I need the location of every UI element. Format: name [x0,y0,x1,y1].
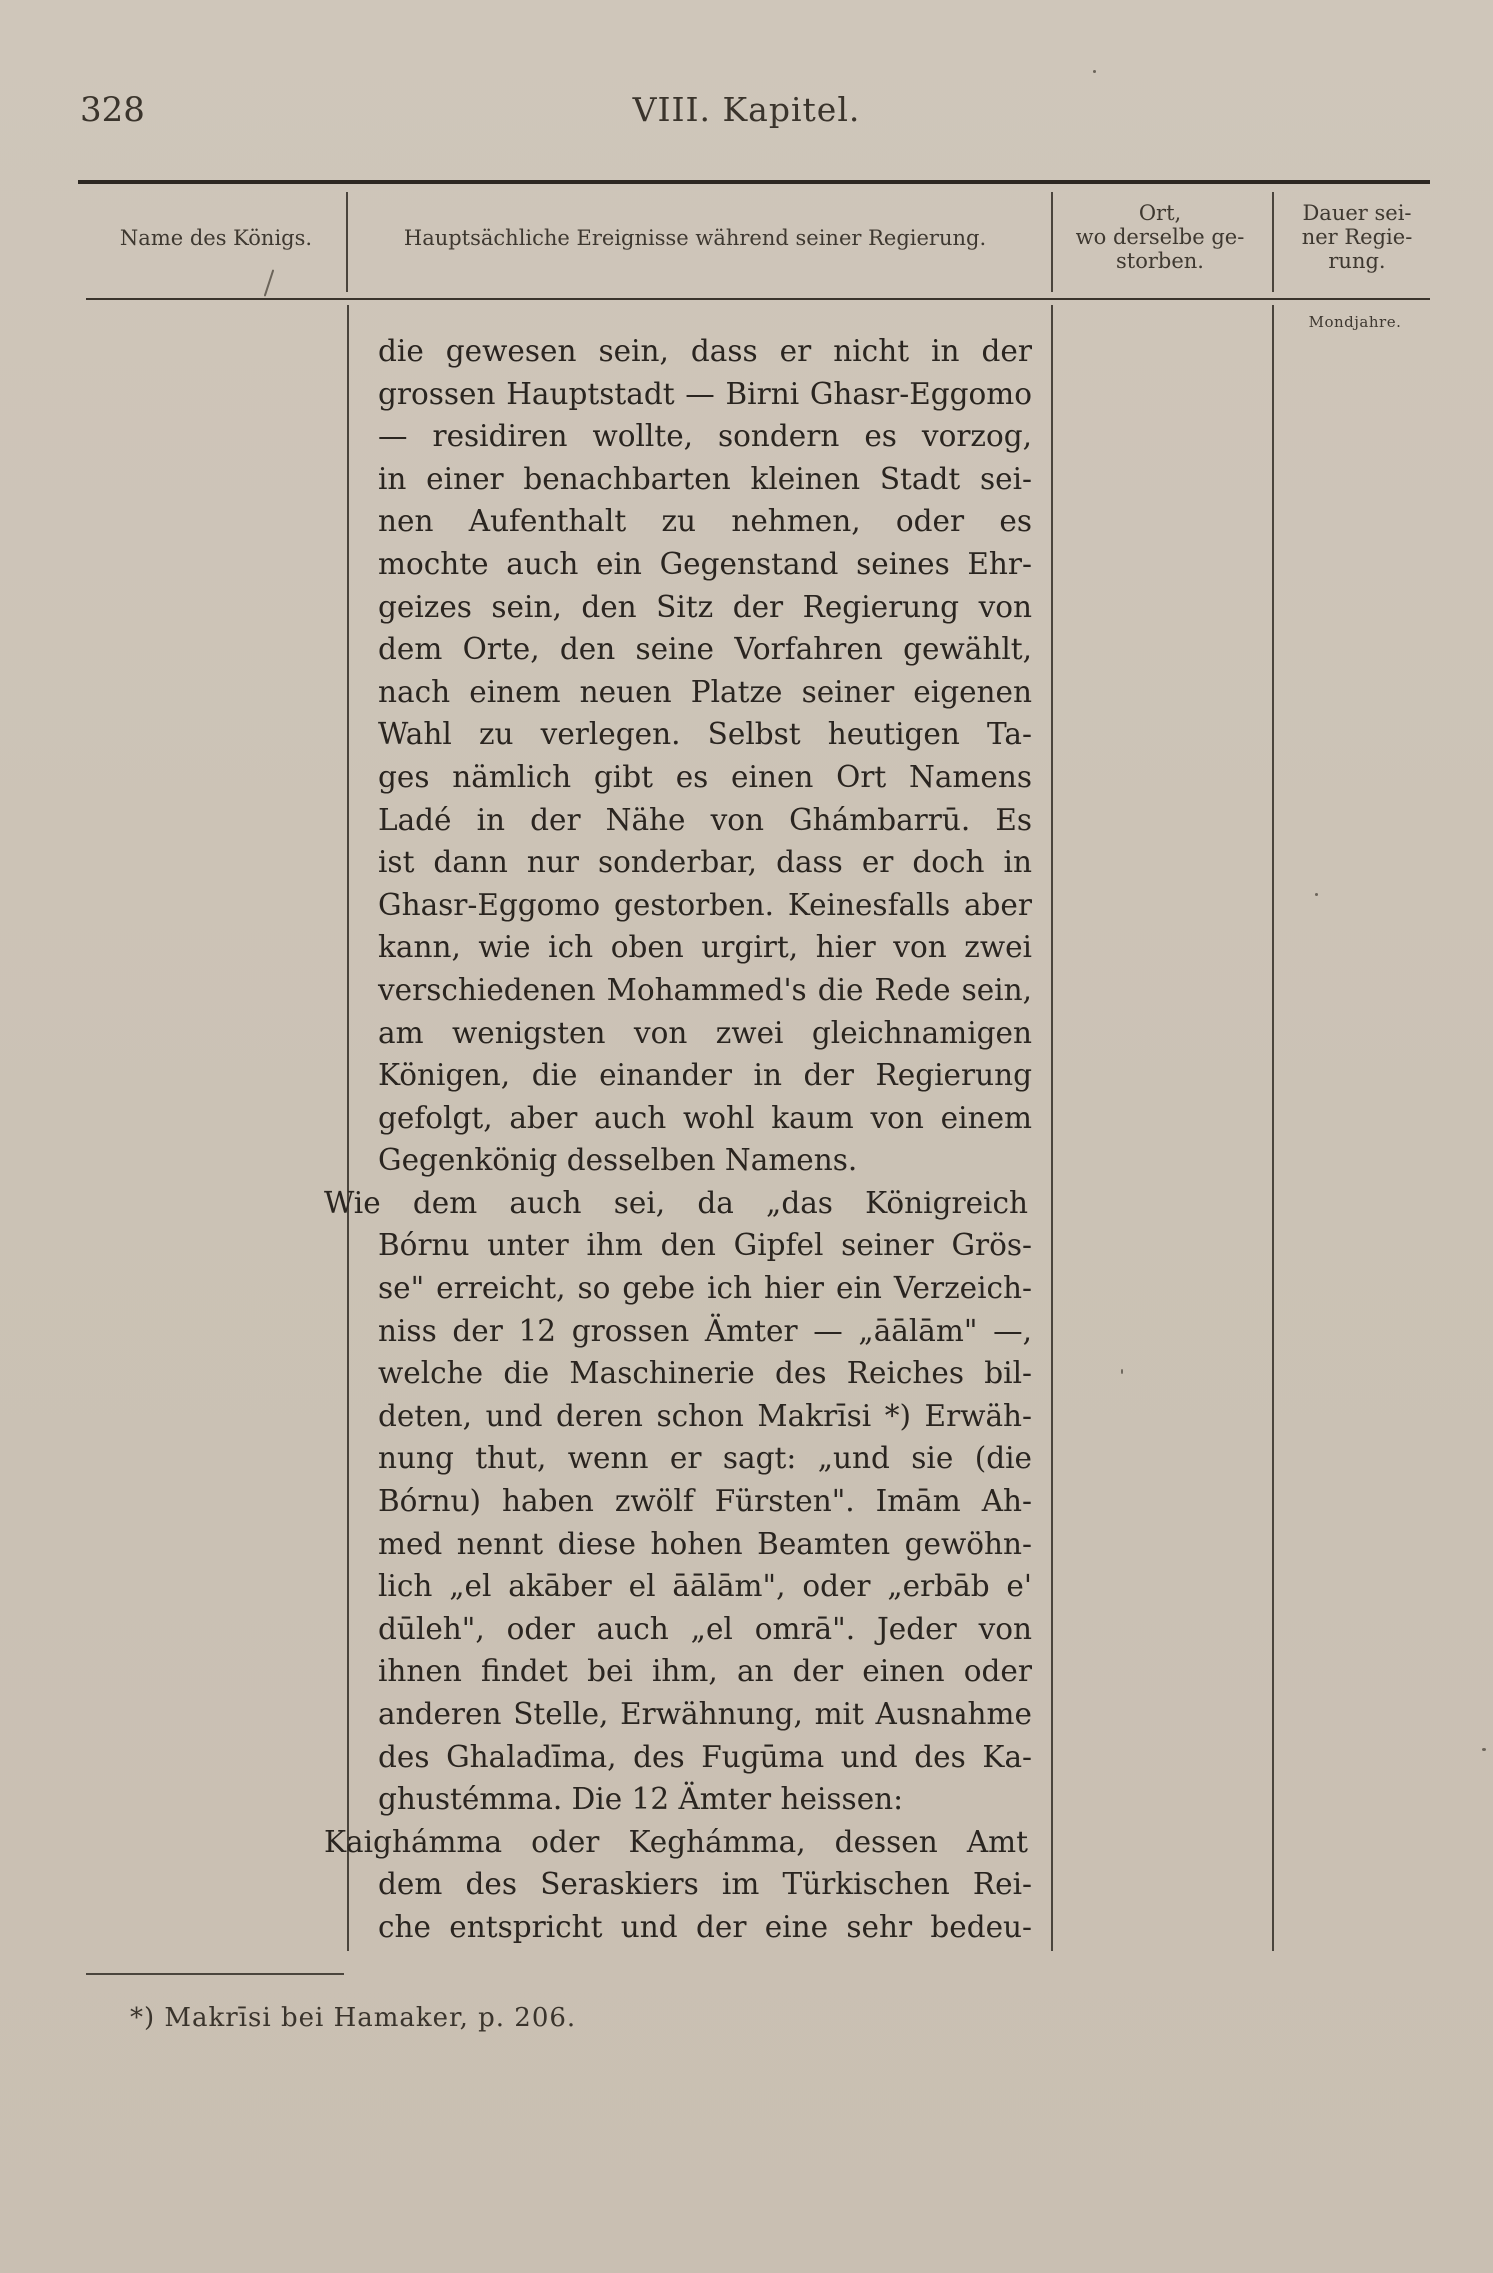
text-line: ist dann nur sonderbar, dass er doch in [378,845,1032,880]
text-line: niss der 12 grossen Ämter — „āālām" —, [378,1313,1032,1348]
header-ort-line-2: wo derselbe ge- [1075,225,1245,249]
text-line: nach einem neuen Platze seiner eigenen [378,674,1032,709]
column-divider [1051,305,1053,1951]
text-line: mochte auch ein Gegenstand seines Ehr- [378,546,1032,581]
footnote-rule [86,1973,344,1975]
text-line: Bórnu unter ihm den Gipfel seiner Grös- [378,1228,1032,1263]
column-divider [1272,192,1274,292]
text-line: in einer benachbarten kleinen Stadt sei- [378,461,1032,496]
text-line: gefolgt, aber auch wohl kaum von einem [378,1100,1032,1135]
table-top-rule [78,180,1430,184]
header-dauer-line-2: ner Regie- [1301,225,1413,249]
text-line: Bórnu) haben zwölf Fürsten". Imām Ah- [378,1484,1032,1519]
text-line: die gewesen sein, dass er nicht in der [378,334,1032,368]
column-divider [346,192,348,292]
table-header-rule [86,298,1430,300]
text-line: verschiedenen Mohammed's die Rede sein, [378,972,1032,1007]
text-line: kann, wie ich oben urgirt, hier von zwei [378,930,1032,965]
units-mondjahre: Mondjahre. [1308,313,1402,331]
text-line: che entspricht und der eine sehr bedeu- [378,1909,1032,1944]
header-dauer-line-3: rung. [1328,249,1386,273]
column-divider [347,305,349,1951]
text-line: ges nämlich gibt es einen Ort Namens [378,759,1032,794]
text-line: nen Aufenthalt zu nehmen, oder es [378,504,1032,539]
header-dauer-line-1: Dauer sei- [1302,201,1412,225]
column-divider [1051,192,1053,292]
text-line: am wenigsten von zwei gleichnamigen [378,1015,1032,1050]
header-ort-line-3: storben. [1116,249,1204,273]
events-column-text [324,330,1032,1949]
text-line: anderen Stelle, Erwähnung, mit Ausnahme [378,1697,1032,1731]
text-line: welche die Maschinerie des Reiches bil- [378,1356,1032,1391]
header-dauer [1278,201,1436,273]
text-line: ghustémma. Die 12 Ämter heissen: [378,1782,904,1817]
paper-speck [1093,70,1096,73]
text-line: dūleh", oder auch „el omrā". Jeder von [378,1611,1032,1646]
header-hauptsaechliche-ereignisse: Hauptsächliche Ereignisse während seiner Regierung. [403,226,987,250]
text-line: Gegenkönig desselben Namens. [378,1143,858,1178]
text-line: lich „el akāber el āālām", oder „erbāb e' [378,1569,1032,1604]
text-line-paragraph-start: Wie dem auch sei, da „das Königreich [324,1185,1028,1220]
header-ort [1054,201,1266,273]
running-head: VIII. Kapitel. [632,90,861,129]
text-line: geizes sein, den Sitz der Regierung von [378,589,1032,624]
page-number: 328 [80,90,145,130]
paper-speck [1315,893,1318,896]
header-ort-line-1: Ort, [1138,201,1182,225]
text-line: ihnen findet bei ihm, an der einen oder [378,1654,1032,1689]
text-line: Königen, die einander in der Regierung [378,1058,1032,1093]
column-divider [1272,305,1274,1951]
text-line: Ladé in der Nähe von Ghámbarrū. Es [378,802,1032,837]
paper-speck [1482,1748,1486,1751]
text-line: dem des Seraskiers im Türkischen Rei- [378,1867,1032,1902]
text-line: med nennt diese hohen Beamten gewöhn- [378,1526,1032,1561]
text-line: se" erreicht, so gebe ich hier ein Verzeich- [378,1271,1032,1306]
text-line: deten, und deren schon Makrīsi *) Erwäh- [378,1398,1032,1433]
text-line: — residiren wollte, sondern es vorzog, [378,419,1032,454]
footnote: *) Makrīsi bei Hamaker, p. 206. [130,2003,577,2033]
text-line: des Ghaladīma, des Fugūma und des Ka- [378,1739,1032,1774]
text-line: dem Orte, den seine Vorfahren gewählt, [378,632,1032,667]
text-line: nung thut, wenn er sagt: „und sie (die [378,1441,1032,1476]
paper-speck [264,269,275,296]
paper-speck [1121,1369,1123,1374]
text-line-paragraph-start: Kaighámma oder Keghámma, dessen Amt [324,1824,1028,1859]
text-line: grossen Hauptstadt — Birni Ghasr-Eggomo [378,376,1032,411]
text-line: Ghasr-Eggomo gestorben. Keinesfalls aber [378,887,1032,922]
header-name-des-koenigs: Name des Königs. [119,226,313,250]
text-line: Wahl zu verlegen. Selbst heutigen Ta- [378,717,1032,752]
